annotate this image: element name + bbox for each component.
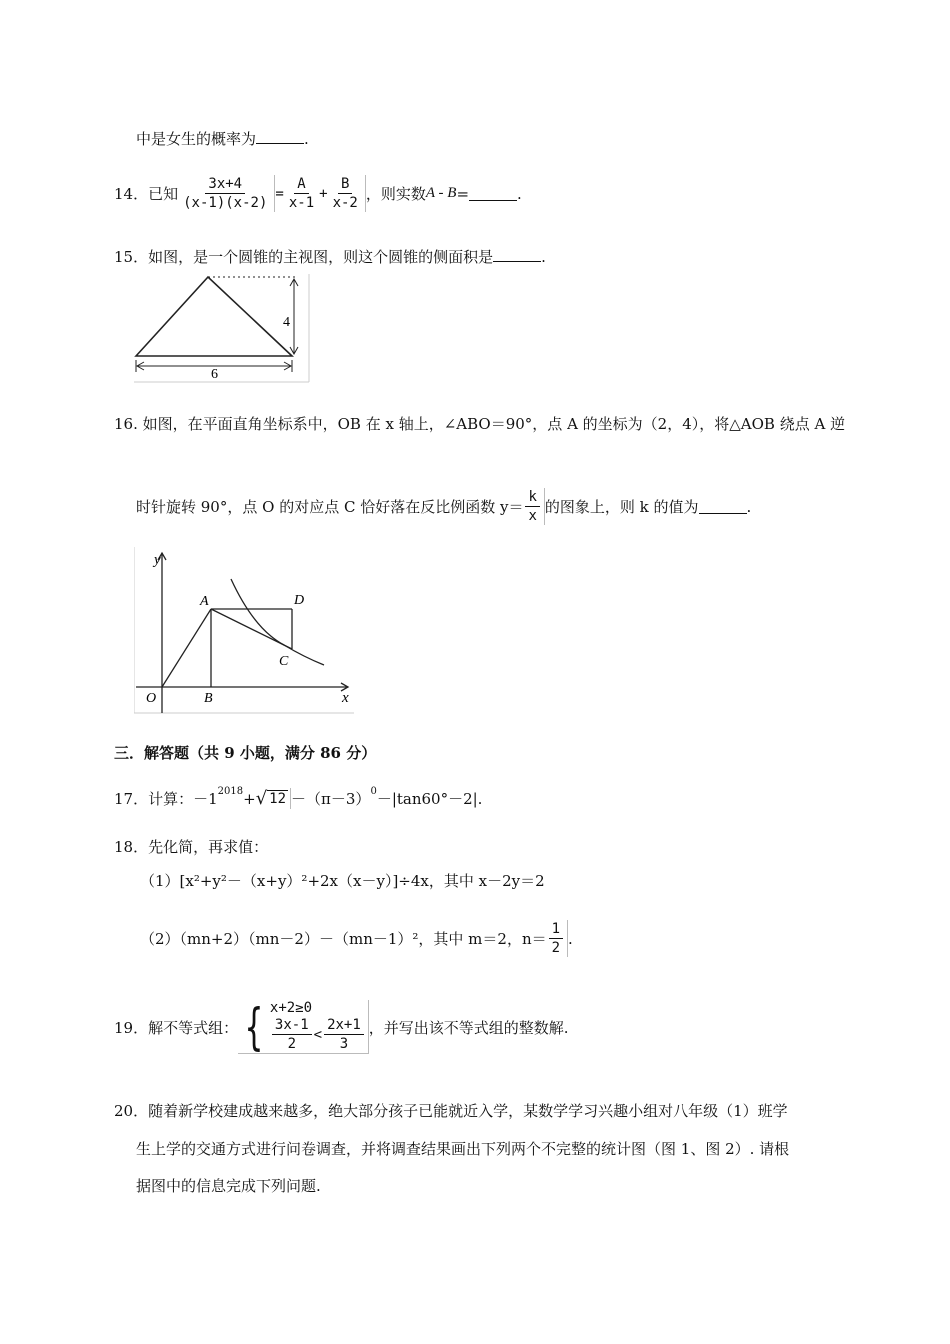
label-C: C: [279, 654, 289, 669]
triangle: [136, 277, 292, 356]
fraction-lhs: $\frac{3x+4}{(x-1)(x-2)}$: [183, 176, 268, 211]
formula-image: [547, 920, 568, 957]
label-O: O: [146, 691, 157, 706]
fraction-a: $\frac{A}{x-1}$: [288, 176, 315, 211]
fraction-3x-1: $\frac{3x-1}{2}$: [272, 1016, 312, 1053]
fraction-k-over-x: $\frac{k}{x}$: [525, 488, 539, 525]
hyperbola-curve: [231, 579, 324, 665]
label-A: A: [200, 594, 209, 609]
sqrt-icon: √: [255, 788, 268, 809]
formula-image: [523, 488, 544, 525]
question-17: 17． 计算： －1 2018 + √ 12 －（π－3） 0 －|tan60°－2|.: [114, 786, 483, 809]
fraction-one-half: $\frac{1}{2}$: [549, 920, 563, 957]
formula-image: = $\frac{A}{x-1}$ + $\frac{B}{x-2}$: [275, 175, 365, 212]
inequality-system-image: { x+2≥0 $\frac{3x-1}{2}$ < $\frac{2x+1}{3}$: [238, 1000, 369, 1054]
question-20-line1: 20．随着新学校建成越来越多，绝大部分孩子已能就近入学，某数学学习兴趣小组对八年级（1）班学: [114, 1102, 788, 1120]
height-label: 4: [283, 315, 290, 330]
coordinate-figure: [134, 547, 356, 715]
section-3-title: 三．解答题（共 9 小题，满分 86 分）: [114, 744, 377, 762]
answer-blank: [699, 499, 747, 514]
question-14: 14． 已知 $\frac{3x+4}{(x-1)(x-2)}$ = $\frac{A}{x-1}$ + $\frac{B}{x-2}$ ，则实数 A - B = .: [114, 176, 522, 211]
question-16-line2: 时针旋转 90°，点 O 的对应点 C 恰好落在反比例函数 y＝ $\frac{k}{x}$ 的图象上，则 k 的值为 .: [136, 489, 752, 524]
question-20-line2: 生上学的交通方式进行问卷调查，并将调查结果画出下列两个不完整的统计图（图 1、图 2）. 请根: [136, 1140, 790, 1158]
brace-icon: {: [244, 997, 264, 1056]
formula-image: [178, 175, 275, 212]
question-16-line1: 16. 如图，在平面直角坐标系中，OB 在 x 轴上，∠ABO＝90°，点 A 的坐标为（2，4），将△AOB 绕点 A 逆: [114, 415, 846, 433]
segment-OA: [162, 609, 211, 687]
fraction-b: $\frac{B}{x-2}$: [332, 176, 358, 211]
answer-blank: [493, 247, 541, 262]
label-B: B: [204, 691, 213, 706]
question-19: 19． 解不等式组： { x+2≥0 $\frac{3x-1}{2}$ < $\frac{2x+1}{3}$ ，并写出该不等式组的整数解.: [114, 997, 569, 1056]
question-18: 18．先化简，再求值：: [114, 838, 269, 856]
label-y: y: [154, 552, 161, 568]
fraction-2x+1: $\frac{2x+1}{3}$: [324, 1016, 364, 1053]
cone-front-view-figure: [134, 274, 312, 384]
question-20-line3: 据图中的信息完成下列问题.: [136, 1177, 321, 1195]
label-x: x: [342, 690, 349, 706]
question-18-part1: （1）[x²+y²－（x+y）²+2x（x－y）]÷4x，其中 x－2y＝2: [140, 872, 545, 890]
q13-tail: 中是女生的概率为 .: [136, 130, 309, 148]
answer-blank: [469, 186, 517, 201]
label-D: D: [294, 593, 305, 608]
sqrt-image: √ 12: [256, 788, 291, 809]
answer-blank: [256, 129, 304, 144]
base-label: 6: [211, 367, 218, 382]
question-18-part2: （2）（mn+2）（mn－2）－（mn－1）²，其中 m＝2，n＝ $\frac{1}{2}$ .: [140, 921, 573, 956]
question-15: 15．如图，是一个圆锥的主视图，则这个圆锥的侧面积是 .: [114, 248, 546, 266]
